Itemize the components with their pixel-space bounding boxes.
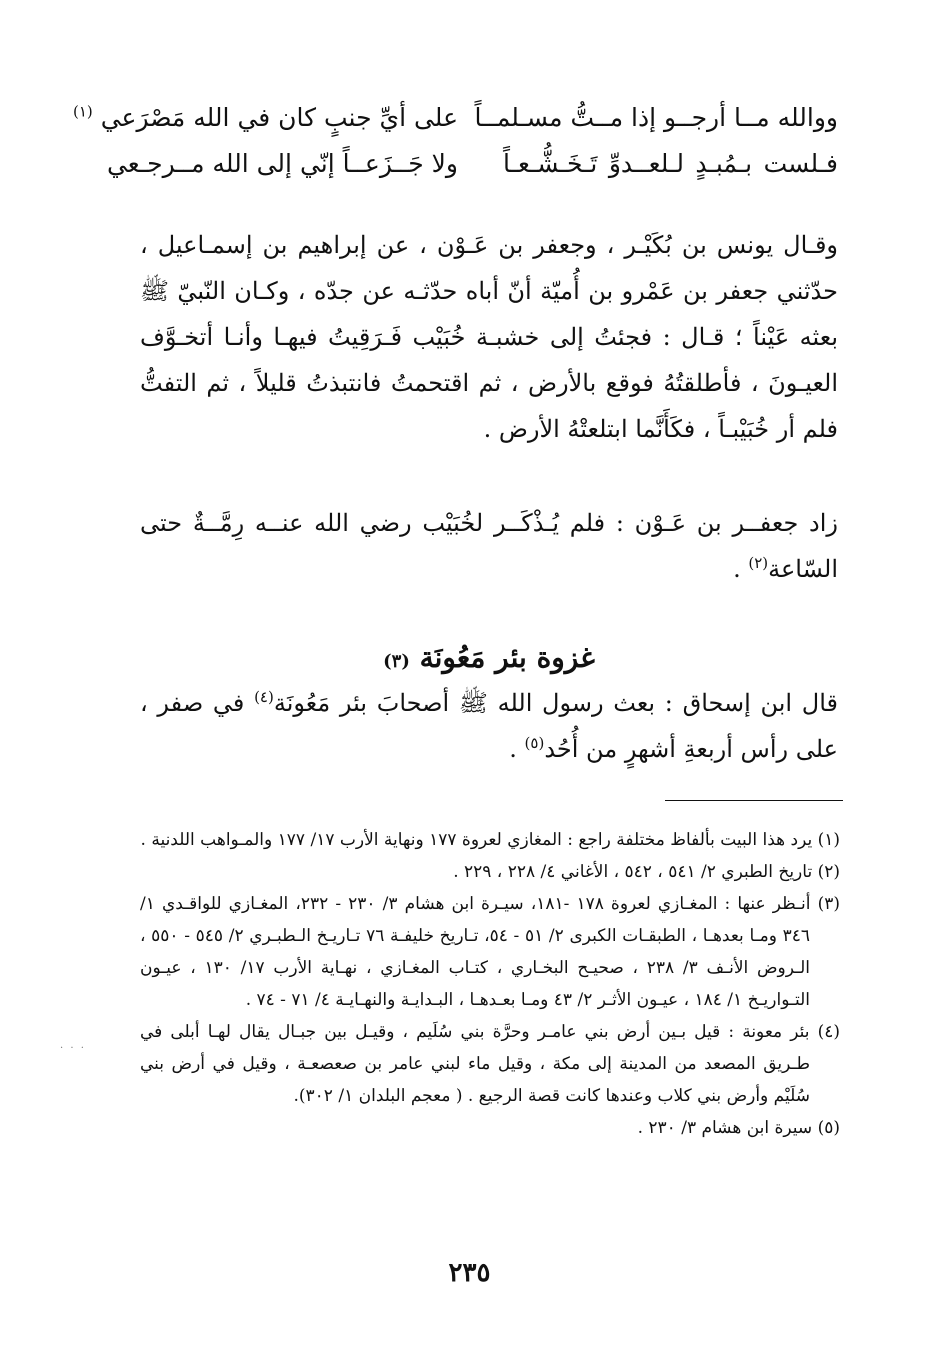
paragraph-ibn-ishaq-part1: قال ابن إسحاق : بعث رسول الله ﷺ أصحابَ بئر مَعُونَة — [273, 689, 838, 717]
paragraph-jafar-end: . — [733, 555, 749, 583]
footnotes-block — [140, 824, 840, 1144]
footnote-marker-1: (١) — [72, 102, 93, 121]
page-number: ٢٣٥ — [448, 1258, 491, 1288]
paragraph-ibn-ishaq — [140, 680, 838, 772]
footnote-marker-3: (٣) — [383, 651, 410, 672]
footnote-marker-2: (٢) — [748, 554, 769, 572]
verse-line-1 — [72, 96, 838, 140]
margin-speck: . . . — [60, 1040, 86, 1051]
verse-1-second-hemistich — [72, 96, 458, 140]
footnote-marker-5: (٥) — [524, 734, 545, 752]
paragraph-jafar-addition — [140, 500, 838, 592]
verse-2-second-hemistich: ولا جَــزَعــاً إنّي إلى الله مــرجـعي — [106, 149, 458, 178]
footnote-2: (٢) تاريخ الطبري ٢/ ٥٤١ ، ٥٤٢ ، الأغاني ٤/ ٢٢٨ ، ٢٢٩ . — [453, 862, 840, 882]
verse-1-first-hemistich: ووالله مــا أرجــو إذا مــتُّ مسـلمــاً — [474, 103, 838, 132]
paragraph-jafar-text: زاد جعفــر بن عَـوْن : فلم يُـذْكَــر لخُبَيْب رضي الله عنــه رِمَّــةٌ حتى السّاعة — [140, 509, 838, 583]
paragraph-ibn-ishaq-part2: في صفر ، على رأس أربعةِ أشهرٍ من أُحُد — [140, 689, 838, 763]
footnote-3: (٣) أنـظر عنها : المغـازي لعروة ١٧٨ -١٨١، سيـرة ابن هشام ٣/ ٢٣٠ - ٢٣٢، المغـازي للواقـدي ١/ ٣٤٦ ومـا بعدهـا ، الطبقـات الكبرى ٢/ ٥١ - ٥٤، تـاريخ خليفـة ٧٦ تـاريـخ الـطبـري ٢/ ٥٤٥ - ٥٥٠ ، الـروض الأنـف ٣/ ٢٣٨ ، صحيـح البخـاري ، كتـاب المغـازي ، نهـاية الأرب ١٧/ ١٣٠ ، عيـون التـواريـخ ١/ ١٨٤ ، عيـون الأثـر ٢/ ٤٣ ومـا بعـدهـا ، البـدايـة والنهـايـة ٤/ ٧١ - ٧٤ . — [140, 894, 840, 1010]
section-heading-text: غزوة بئر مَعُونَة — [419, 641, 595, 674]
footnote-1: (١) يرد هذا البيت بألفاظ مختلفة راجع : المغازي لعروة ١٧٧ ونهاية الأرب ١٧/ ١٧٧ والمـواهب اللدنية . — [140, 830, 840, 850]
footnote-4: (٤) بئر معونة : قيل بـين أرض بني عامـر وحرَّة بني سُلَيم ، وقيـل بين جبـال يقال لهـا أبلى في طـريق المصعد من المدينة إلى مكة ، وقيل ماء لبني عامر بن صعصعـة ، وقيل في أرض بني سُلَيْم وأرض بني كلاب وعندها كانت قصة الرجيع . ( معجم البلدان ١/ ٣٠٢). — [140, 1022, 840, 1106]
verse-2-first-hemistich: فـلست بـمُبـدٍ لـلعــدوِّ تَـخَـشُّـعـاً — [503, 149, 838, 178]
verse-line-2 — [106, 142, 838, 186]
paragraph-narration-yunus: وقـال يونس بن بُكَيْـر ، وجعفر بن عَـوْن ، عن إبراهيم بن إسمـاعيل ، حدّثني جعفر بن عَمْرو بن أُميّة أنّ أباه حدّثـه عن جدّه ، وكـان النّبيّ ﷺ بعثه عَيْناً ؛ قـال : فجئتُ إلى خشبـة خُبَيْب فَـرَقِيتُ فيهـا وأنـا أتخـوَّف العيـونَ ، فأطلقتُهُ فوقع بالأرض ، ثم اقتحمتُ فانتبذتُ قليلاً ، ثم التفتُّ فلم أر خُبَيْبـاً ، فكَأَنَّما ابتلعتْهُ الأرض . — [140, 231, 838, 443]
footnote-5: (٥) سيرة ابن هشام ٣/ ٢٣٠ . — [637, 1118, 840, 1138]
footnote-separator — [665, 800, 843, 801]
verse-1-second-text: على أيِّ جنبٍ كان في الله مَصْرَعي — [100, 103, 458, 132]
paragraph-ibn-ishaq-part3: . — [509, 735, 525, 763]
section-heading-bir-mauna — [140, 636, 838, 684]
footnote-marker-4: (٤) — [254, 688, 274, 706]
